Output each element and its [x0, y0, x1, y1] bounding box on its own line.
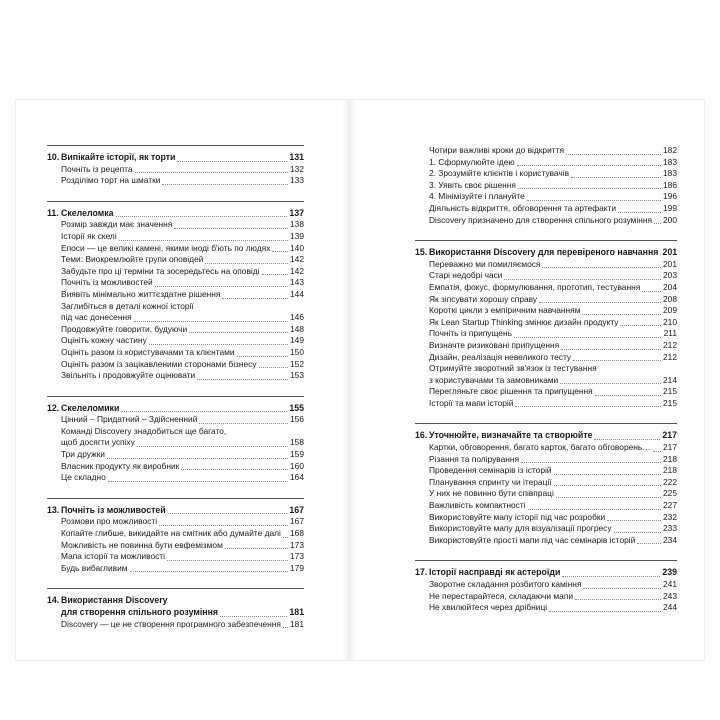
entry-title: Discovery призначено для створення спільного розуміння — [429, 214, 653, 225]
toc-entry — [415, 215, 677, 227]
toc-entry — [415, 305, 677, 317]
page-number: 152 — [290, 358, 304, 369]
dot-leader — [573, 360, 661, 361]
toc-entry — [47, 347, 304, 359]
dot-leader — [562, 576, 660, 577]
toc-chapter — [415, 560, 677, 613]
chapter-heading — [47, 505, 304, 517]
page-number: 168 — [290, 528, 304, 539]
entry-title: щоб досягти успіху — [61, 437, 135, 448]
entry-title: Як Lean Startup Thinking змінює дизайн продукту — [429, 316, 619, 327]
dot-leader — [135, 172, 288, 173]
dot-leader — [259, 367, 288, 368]
toc-entry — [415, 465, 677, 477]
entry-title: Оцініть разом із користувачами та клієнтами — [61, 346, 235, 357]
chapter-heading — [47, 607, 304, 619]
toc-entry — [47, 551, 304, 563]
entry-title: Команді Discovery знадобиться ще багато, — [61, 425, 227, 436]
dot-leader — [620, 325, 661, 326]
chapter-rule — [47, 588, 304, 589]
toc-entry — [415, 398, 677, 410]
chapter-rule — [415, 423, 677, 424]
entry-title: Емпатія, фокус, формулювання, прототип, тестування — [429, 281, 641, 292]
entry-title: Дизайн, реалізація невеликого тесту — [429, 351, 572, 362]
toc-entry — [415, 282, 677, 294]
dot-leader — [542, 267, 661, 268]
toc-entry — [47, 277, 304, 289]
entry-title: Звільніть і продовжуйте оцінювати — [61, 370, 196, 381]
page-number: 225 — [663, 488, 677, 499]
entry-title: Продовжуйте говорити, будуючи — [61, 323, 188, 334]
page-number: 215 — [663, 386, 677, 397]
page-number: 133 — [290, 175, 304, 186]
dot-leader — [222, 298, 288, 299]
toc-entry — [415, 591, 677, 603]
dot-leader — [137, 446, 288, 447]
page-number: 137 — [289, 207, 304, 218]
dot-leader — [283, 537, 288, 538]
toc-entry — [415, 477, 677, 489]
entry-title: Історії та мапи історій — [429, 397, 514, 408]
chapter-rule — [47, 396, 304, 397]
entry-title: Не перестарайтеся, складаючи мапи — [429, 590, 574, 601]
toc-left-page — [47, 145, 304, 630]
entry-title: Будь вибагливим — [61, 562, 128, 573]
toc-chapter — [47, 396, 304, 484]
chapter-title: 13. Почніть із можливостей — [47, 504, 166, 515]
toc-entry — [47, 289, 304, 301]
dot-leader — [168, 513, 288, 514]
page-number: 159 — [290, 449, 304, 460]
toc-entry — [415, 203, 677, 215]
toc-entry — [415, 259, 677, 271]
entry-title: Різання та полірування — [429, 453, 520, 464]
dot-leader — [119, 240, 288, 241]
chapter-number: 11. — [47, 207, 59, 218]
toc-entry — [47, 461, 304, 473]
entry-title: Старі недобрі часи — [429, 270, 503, 281]
entry-title: Почніть із можливостей — [61, 277, 153, 288]
dot-leader — [197, 379, 288, 380]
entry-title: Епоси — це великі камені, якими іноді б'ють по людях — [61, 242, 271, 253]
page-number: 167 — [289, 504, 304, 515]
entry-title: Короткі цикли з емпіричним навчанням — [429, 305, 581, 316]
dot-leader — [560, 383, 661, 384]
toc-entry — [415, 500, 677, 512]
page-number: 153 — [290, 370, 304, 381]
dot-leader — [116, 216, 288, 217]
page-number: 232 — [663, 511, 677, 522]
dot-leader — [514, 337, 661, 338]
toc-entry — [47, 164, 304, 176]
toc-entry — [47, 563, 304, 575]
entry-title: Discovery — це не створення програмного забезпечення — [61, 618, 281, 629]
page-number: 149 — [290, 335, 304, 346]
toc-entry — [415, 535, 677, 547]
page-number: 160 — [290, 460, 304, 471]
entry-title: Отримуйте зворотний зв'язок із тестування — [429, 363, 597, 374]
entry-title: Розмір завжди має значення — [61, 219, 173, 230]
entry-title: Використовуйте мапу історії під час розробки — [429, 511, 606, 522]
entry-title: Чотири важливі кроки до відкриття — [429, 145, 564, 155]
page-number: 241 — [663, 579, 677, 589]
dot-leader — [515, 406, 661, 407]
toc-entry — [415, 386, 677, 398]
toc-entry — [47, 324, 304, 336]
chapter-rule — [415, 560, 677, 561]
dot-leader — [518, 188, 661, 189]
entry-title: Почніть із рецепта — [61, 163, 133, 174]
page-number: 155 — [289, 402, 304, 413]
toc-entry — [415, 168, 677, 180]
entry-title: Заглибіться в деталі кожної історії — [61, 300, 194, 311]
entry-title: 3. Уявіть своє рішення — [429, 179, 516, 190]
dot-leader — [594, 439, 660, 440]
chapter-heading — [415, 430, 677, 442]
page-number: 201 — [662, 247, 678, 258]
dot-leader — [108, 481, 288, 482]
toc-entry — [47, 266, 304, 278]
dot-leader — [283, 627, 288, 628]
toc-entry — [47, 359, 304, 371]
chapter-heading — [47, 403, 304, 415]
entry-title: Оцініть разом із зацікавленими сторонами бізнесу — [61, 358, 257, 369]
dot-leader — [167, 560, 288, 561]
page-number: 214 — [663, 374, 677, 385]
toc-entry — [415, 523, 677, 535]
dot-leader — [607, 520, 661, 521]
dot-leader — [205, 263, 288, 264]
page-number: 234 — [663, 534, 677, 545]
dot-leader — [504, 279, 661, 280]
page-number: 179 — [290, 562, 304, 573]
toc-chapter — [47, 498, 304, 575]
dot-leader — [177, 161, 287, 162]
toc-chapter — [47, 201, 304, 382]
toc-entry — [47, 619, 304, 631]
page-number: 222 — [663, 476, 677, 487]
dot-leader — [654, 223, 661, 224]
dot-leader — [220, 616, 287, 617]
entry-title: 2. Зрозумійте клієнтів і користувачів — [429, 168, 570, 179]
dot-leader — [517, 165, 661, 166]
toc-entry — [415, 317, 677, 329]
chapter-heading — [47, 595, 304, 607]
chapter-title: 14. Використання Discovery — [47, 595, 168, 606]
dot-leader — [107, 458, 288, 459]
page-number: 156 — [290, 414, 304, 425]
page-number: 182 — [663, 145, 677, 155]
toc-chapter — [415, 145, 677, 226]
chapter-title: 15. Використання Discovery для перевіреного навчання — [415, 247, 659, 258]
toc-entry — [47, 219, 304, 231]
toc-chapter — [47, 588, 304, 630]
toc-entry — [415, 512, 677, 524]
chapter-heading — [47, 208, 304, 220]
chapter-rule — [415, 240, 677, 241]
toc-entry — [47, 335, 304, 347]
toc-entry — [47, 254, 304, 266]
page-number: 200 — [663, 214, 677, 225]
dot-leader — [174, 228, 288, 229]
toc-entry — [415, 145, 677, 157]
chapter-number: 14. — [47, 595, 60, 606]
page-number: 167 — [290, 516, 304, 527]
page-number: 131 — [289, 152, 304, 162]
page-number: 210 — [663, 316, 677, 327]
page-number: 203 — [663, 270, 677, 281]
entry-title: Забудьте про ці терміни та зосередьтесь на оповіді — [61, 265, 260, 276]
toc-entry — [47, 449, 304, 461]
dot-leader — [199, 423, 288, 424]
dot-leader — [262, 274, 288, 275]
toc-entry — [415, 180, 677, 192]
dot-leader — [582, 314, 661, 315]
dot-leader — [653, 451, 661, 452]
entry-title: Використовуйте мапу для візуалізації прогресу — [429, 523, 612, 534]
dot-leader — [121, 411, 287, 412]
page-number: 209 — [663, 305, 677, 316]
chapter-number: 10. — [47, 152, 60, 162]
toc-entry — [415, 157, 677, 169]
chapter-title: 12. Скелеломики — [47, 402, 120, 413]
toc-entry — [415, 579, 677, 591]
dot-leader — [642, 291, 661, 292]
page-number: 144 — [290, 288, 304, 299]
chapter-heading — [47, 152, 304, 164]
page-number: 173 — [290, 539, 304, 550]
entry-title: Планування спринту чи ітерації — [429, 476, 552, 487]
page-number: 186 — [663, 179, 677, 190]
dot-leader — [583, 588, 661, 589]
page-number: 148 — [290, 323, 304, 334]
page-number: 227 — [663, 500, 677, 511]
page-number: 143 — [290, 277, 304, 288]
dot-leader — [556, 497, 661, 498]
entry-title: Теми: Виокремлюйте групи оповідей — [61, 254, 204, 265]
entry-title: Копайте глибше, викидайте на смітник або думайте далі — [61, 528, 281, 539]
chapter-number: 13. — [47, 504, 60, 515]
chapter-rule — [47, 498, 304, 499]
chapter-rule — [47, 145, 304, 146]
page-number: 146 — [290, 312, 304, 323]
entry-title: Виявіть мінімально життєздатне рішення — [61, 288, 221, 299]
toc-entry — [47, 472, 304, 484]
page-number: 164 — [290, 472, 304, 483]
chapter-number: 17. — [415, 567, 428, 578]
page-number: 181 — [289, 607, 304, 617]
toc-entry — [47, 312, 304, 324]
toc-entry — [47, 437, 304, 449]
page-number: 211 — [663, 328, 677, 339]
toc-entry — [47, 540, 304, 552]
toc-entry — [415, 352, 677, 364]
page-number: 218 — [663, 453, 677, 464]
entry-title: Не хвилюйтеся через дрібниці — [429, 602, 548, 613]
dot-leader — [272, 251, 288, 252]
entry-title: Перегляньте своє рішення та припущення — [429, 386, 593, 397]
chapter-title: для створення спільного розуміння — [61, 607, 219, 617]
dot-leader — [162, 184, 288, 185]
toc-entry — [415, 488, 677, 500]
page-number: 204 — [663, 281, 677, 292]
dot-leader — [637, 543, 661, 544]
entry-title: Оцініть кожну частину — [61, 335, 147, 346]
toc-entry — [47, 175, 304, 187]
entry-title: Важливість компактності — [429, 500, 526, 511]
dot-leader — [614, 532, 661, 533]
dot-leader — [561, 349, 661, 350]
dot-leader — [155, 286, 288, 287]
page-number: 218 — [663, 465, 677, 476]
toc-entry — [47, 528, 304, 540]
dot-leader — [181, 469, 288, 470]
toc-entry — [415, 442, 677, 454]
page-number: 140 — [290, 242, 304, 253]
page-number: 233 — [663, 523, 677, 534]
page-number: 183 — [663, 156, 677, 167]
toc-entry — [415, 270, 677, 282]
page-number: 243 — [663, 590, 677, 601]
entry-title: Використовуйте прості мапи під час семінарів історій — [429, 534, 636, 545]
page-number: 181 — [290, 618, 304, 629]
dot-leader — [521, 462, 661, 463]
page-number: 199 — [663, 202, 677, 213]
dot-leader — [149, 344, 288, 345]
toc-chapter — [415, 240, 677, 409]
dot-leader — [130, 571, 288, 572]
toc-chapter — [415, 423, 677, 546]
toc-entry — [415, 454, 677, 466]
dot-leader — [566, 154, 661, 155]
entry-title: Картки, обговорення, багато карток, багато обговорень… — [429, 442, 651, 453]
entry-title: Розмови про можливості — [61, 516, 158, 527]
toc-entry — [415, 363, 677, 375]
toc-entry — [47, 426, 304, 438]
entry-title: під час донесення — [61, 312, 132, 323]
toc-entry — [415, 328, 677, 340]
page-number: 142 — [290, 265, 304, 276]
entry-title: Почніть із припущень — [429, 328, 512, 339]
page-number: 201 — [663, 258, 677, 269]
entry-title: Проведення семінарів із історій — [429, 465, 552, 476]
dot-leader — [618, 212, 661, 213]
page-number: 196 — [663, 191, 677, 202]
toc-entry — [47, 243, 304, 255]
entry-title: Визначте ризиковані припущення — [429, 339, 560, 350]
book-spine — [342, 100, 356, 660]
page-number: 208 — [663, 293, 677, 304]
dot-leader — [595, 395, 661, 396]
entry-title: Історії як скелі — [61, 230, 117, 241]
page-number: 139 — [290, 230, 304, 241]
dot-leader — [159, 525, 288, 526]
page-number: 138 — [290, 219, 304, 230]
toc-entry — [47, 516, 304, 528]
page-number: 142 — [290, 254, 304, 265]
entry-title: Переважно ми помиляємося — [429, 258, 541, 269]
toc-entry — [415, 340, 677, 352]
dot-leader — [189, 332, 288, 333]
entry-title: Діяльність відкриття, обговорення та артефакти — [429, 202, 617, 213]
entry-title: Зворотне складання розбитого каміння — [429, 579, 582, 589]
dot-leader — [554, 485, 661, 486]
chapter-title: 16. Уточнюйте, визначайте та створюйте — [415, 430, 593, 441]
chapter-title: 10. Випікайте історії, як торти — [47, 152, 176, 162]
toc-entry — [415, 602, 677, 614]
dot-leader — [571, 177, 661, 178]
page-number: 239 — [662, 567, 677, 578]
entry-title: Це складно — [61, 472, 106, 483]
dot-leader — [134, 321, 288, 322]
chapter-rule — [47, 201, 304, 202]
dot-leader — [225, 548, 288, 549]
page-number: 183 — [663, 168, 677, 179]
entry-title: з користувачами та замовниками — [429, 374, 559, 385]
chapter-heading — [415, 247, 677, 259]
entry-title: 1. Сформулюйте ідею — [429, 156, 515, 167]
chapter-number: 12. — [47, 402, 60, 413]
chapter-number: 16. — [415, 430, 428, 441]
page-number: 244 — [663, 602, 677, 613]
entry-title: Як зіпсувати хорошу справу — [429, 293, 538, 304]
dot-leader — [528, 509, 661, 510]
page-number: 158 — [290, 437, 304, 448]
chapter-title: 11. Скелеломка — [47, 207, 114, 218]
toc-chapter — [47, 145, 304, 187]
toc-entry — [47, 414, 304, 426]
toc-entry — [47, 231, 304, 243]
page-number: 132 — [290, 163, 304, 174]
dot-leader — [554, 474, 661, 475]
page-number: 150 — [290, 346, 304, 357]
toc-entry — [47, 301, 304, 313]
toc-right-page — [415, 145, 677, 614]
chapter-title: 17. Історії насправді як астероїди — [415, 567, 561, 578]
dot-leader — [575, 599, 661, 600]
dot-leader — [527, 200, 661, 201]
toc-entry — [415, 294, 677, 306]
dot-leader — [539, 302, 661, 303]
toc-entry — [415, 375, 677, 387]
page-number: 212 — [663, 339, 677, 350]
page-number: 215 — [663, 397, 677, 408]
chapter-number: 15. — [415, 247, 428, 258]
entry-title: Цінний – Придатний – Здійсненний — [61, 414, 198, 425]
page-number: 212 — [663, 351, 677, 362]
toc-entry — [47, 370, 304, 382]
dot-leader — [549, 611, 661, 612]
entry-title: Три дружки — [61, 449, 105, 460]
entry-title: 4. Мінімізуйте і плануйте — [429, 191, 525, 202]
entry-title: У них не повинно бути співпраці — [429, 488, 554, 499]
entry-title: Можливість не повинна бути евфемізмом — [61, 539, 223, 550]
page-number: 173 — [290, 551, 304, 562]
entry-title: Мапа історії та можливості — [61, 551, 165, 562]
toc-entry — [415, 191, 677, 203]
entry-title: Розділімо торт на шматки — [61, 175, 161, 186]
page-number: 217 — [663, 442, 677, 453]
page-number: 217 — [662, 430, 677, 441]
entry-title: Власник продукту як виробник — [61, 460, 180, 471]
dot-leader — [237, 356, 288, 357]
chapter-heading — [415, 567, 677, 579]
